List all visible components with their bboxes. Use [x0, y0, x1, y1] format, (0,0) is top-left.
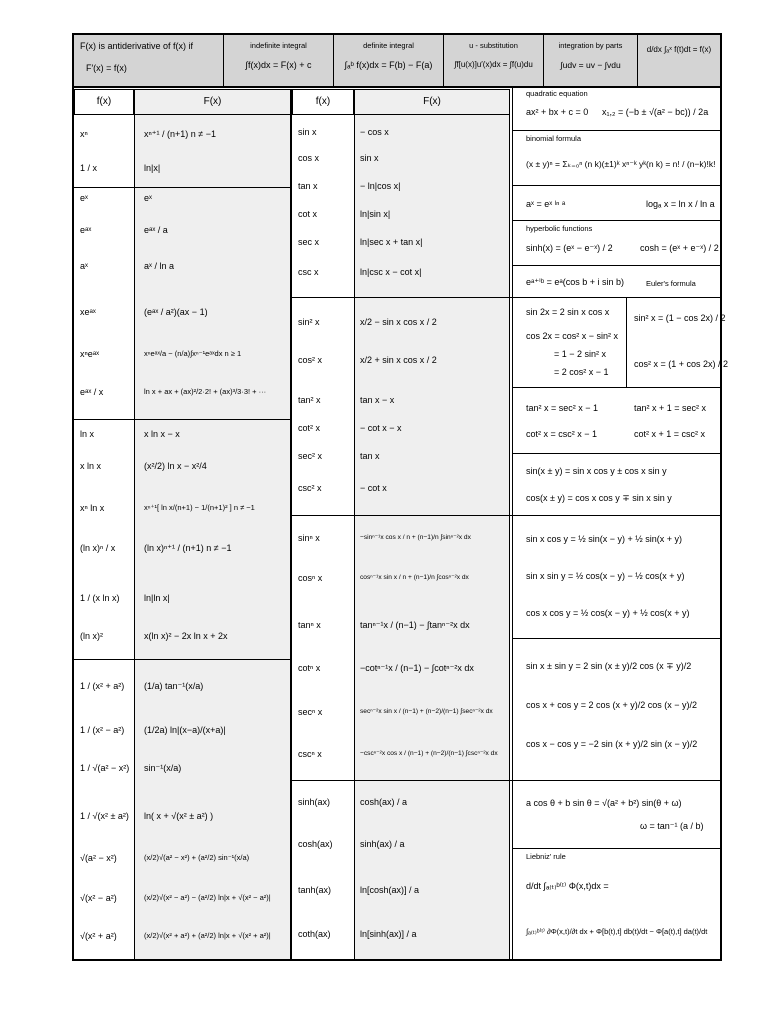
left-row-F: xⁿ⁺¹ / (n+1) n ≠ −1	[144, 129, 216, 139]
sum-formula-cos: cos(x ± y) = cos x cos y ∓ sin x sin y	[526, 493, 672, 503]
left-row-F: (x/2)√(a² − x²) + (a²/2) sin⁻¹(x/a)	[144, 853, 250, 862]
harmonic-phase: ω = tan⁻¹ (a / b)	[640, 821, 704, 831]
euler-label: Euler's formula	[646, 279, 696, 288]
left-row-f: xⁿ ln x	[80, 503, 105, 513]
middle-row-F: sinh(ax) / a	[360, 839, 405, 849]
separator	[512, 185, 720, 186]
middle-row-f: cscⁿ x	[298, 749, 322, 759]
header-antiderivative-line1: F(x) is antiderivative of f(x) if	[80, 41, 194, 51]
left-row-f: eˣ	[80, 193, 88, 203]
middle-row-f: cos x	[298, 153, 320, 163]
left-row-f: 1 / √(a² − x²)	[80, 763, 130, 773]
col-head-f2: f(x)	[292, 89, 354, 115]
left-row-f: (ln x)²	[80, 631, 103, 641]
leibniz-label: Liebniz' rule	[526, 852, 566, 861]
middle-row-F: − cot x	[360, 483, 387, 493]
middle-row-f: coth(ax)	[298, 929, 331, 939]
header-by-parts	[544, 35, 638, 86]
divider	[626, 297, 627, 387]
pythagorean-tan-1: tan² x = sec² x − 1	[526, 403, 599, 413]
col-head-f1: f(x)	[74, 89, 134, 115]
divider	[512, 86, 513, 959]
header-ftc-formula: d/dx ∫ₐˣ f(t)dt = f(x)	[646, 45, 712, 54]
quadratic-equation: ax² + bx + c = 0	[526, 107, 589, 117]
separator	[74, 659, 292, 660]
left-row-F: x(ln x)² − 2x ln x + 2x	[144, 631, 228, 641]
separator	[74, 419, 292, 420]
left-row-f: √(x² + a²)	[80, 931, 117, 941]
harmonic-addition: a cos θ + b sin θ = √(a² + b²) sin(θ + ω)	[526, 798, 682, 808]
binomial-formula: (x ± y)ⁿ = Σₖ₌₀ⁿ (n k)(±1)ᵏ xⁿ⁻ᵏ yᵏ	[526, 159, 647, 169]
left-row-F: aˣ / ln a	[144, 261, 174, 271]
sum-to-product-sin: sin x ± sin y = 2 sin (x ± y)/2 cos (x ∓ y)/2	[526, 661, 692, 671]
left-row-F: (x²/2) ln x − x²/4	[144, 461, 207, 471]
middle-row-f: tanⁿ x	[298, 620, 321, 630]
pythagorean-cot-2: cot² x + 1 = csc² x	[634, 429, 706, 439]
middle-row-F: ln|csc x − cot x|	[360, 267, 422, 277]
middle-row-F: −cscⁿ⁻²x cos x / (n−1) + (n−2)/(n−1) ∫cscⁿ⁻²x dx	[360, 750, 498, 757]
left-row-f: 1 / (x² + a²)	[80, 681, 125, 691]
header-definite	[334, 35, 444, 86]
separator	[512, 265, 720, 266]
separator	[512, 453, 720, 454]
separator	[74, 187, 292, 188]
middle-row-f: cosh(ax)	[298, 839, 333, 849]
double-angle-cos-alt1: = 1 − 2 sin² x	[554, 349, 607, 359]
left-row-F: xⁿeᵃˣ/a − (n/a)∫xⁿ⁻¹eᵃˣdx n ≥ 1	[144, 349, 242, 358]
left-row-f: 1 / (x² − a²)	[80, 725, 125, 735]
half-angle-cos: cos² x = (1 + cos 2x) / 2	[634, 359, 729, 369]
double-angle-sin: sin 2x = 2 sin x cos x	[526, 307, 610, 317]
separator	[512, 638, 720, 639]
middle-row-f: secⁿ x	[298, 707, 323, 717]
left-row-f: 1 / √(x² ± a²)	[80, 811, 129, 821]
middle-row-f: cotⁿ x	[298, 663, 321, 673]
col-head-F2: F(x)	[354, 89, 510, 115]
sum-to-product-cos-plus: cos x + cos y = 2 cos (x + y)/2 cos (x − y)/2	[526, 700, 698, 710]
header-definite-formula: ∫ₐᵇ f(x)dx = F(b) − F(a)	[344, 60, 433, 70]
left-row-F: (x/2)√(x² − a²) − (a²/2) ln|x + √(x² − a²)|	[144, 893, 271, 902]
middle-row-F: tan x	[360, 451, 380, 461]
middle-row-f: cosⁿ x	[298, 573, 323, 583]
middle-row-F: −sinⁿ⁻¹x cos x / n + (n−1)/n ∫sinⁿ⁻²x dx	[360, 534, 471, 541]
left-row-F: sin⁻¹(x/a)	[144, 763, 182, 773]
header-indefinite-title: indefinite integral	[250, 41, 307, 50]
middle-row-F: − cos x	[360, 127, 389, 137]
left-row-f: √(a² − x²)	[80, 853, 117, 863]
left-row-F: xⁿ⁺¹[ ln x/(n+1) − 1/(n+1)² ] n ≠ −1	[144, 503, 255, 512]
separator	[512, 515, 720, 516]
separator	[292, 780, 512, 781]
header-substitution-formula: ∫f[u(x)]u′(x)dx = ∫f(u)du	[454, 60, 533, 69]
middle-row-f: cot² x	[298, 423, 321, 433]
header-ftc	[638, 35, 720, 86]
middle-row-f: cos² x	[298, 355, 323, 365]
middle-row-f: sin² x	[298, 317, 320, 327]
header-substitution-title: u - substitution	[469, 41, 518, 50]
quadratic-solution: x₁,₂ = (−b ± √(a² − bc)) / 2a	[602, 107, 709, 117]
middle-row-f: sinh(ax)	[298, 797, 331, 807]
separator	[292, 297, 512, 298]
left-row-f: x ln x	[80, 461, 102, 471]
middle-row-f: tan x	[298, 181, 318, 191]
hyperbolic-label: hyperbolic functions	[526, 224, 593, 233]
header-substitution	[444, 35, 544, 86]
sum-formula-sin: sin(x ± y) = sin x cos y ± cos x sin y	[526, 466, 667, 476]
product-sin-cos: sin x cos y = ½ sin(x − y) + ½ sin(x + y)	[526, 534, 683, 544]
col-head-F1: F(x)	[134, 89, 291, 115]
middle-row-f: cot x	[298, 209, 318, 219]
middle-row-F: − ln|cos x|	[360, 181, 401, 191]
left-row-F: (x/2)√(x² + a²) + (a²/2) ln|x + √(x² + a²)|	[144, 931, 271, 940]
formula-sheet	[72, 33, 729, 961]
double-angle-cos-alt2: = 2 cos² x − 1	[554, 367, 609, 377]
left-row-f: aˣ	[80, 261, 88, 271]
log-change-of-base: logₐ x = ln x / ln a	[646, 199, 715, 209]
half-angle-sin: sin² x = (1 − cos 2x) / 2	[634, 313, 726, 323]
binomial-coefficient: (n k) = n! / (n−k)!k!	[646, 159, 716, 169]
left-row-F: eᵃˣ / a	[144, 225, 168, 235]
left-row-f: 1 / x	[80, 163, 98, 173]
separator	[512, 780, 720, 781]
separator	[512, 387, 720, 388]
header-antiderivative	[74, 35, 224, 86]
middle-row-f: tan² x	[298, 395, 321, 405]
sinh-definition: sinh(x) = (eˣ − e⁻ˣ) / 2	[526, 243, 613, 253]
left-row-f: xⁿeᵃˣ	[80, 349, 100, 359]
pythagorean-tan-2: tan² x + 1 = sec² x	[634, 403, 707, 413]
middle-row-F: −cotⁿ⁻¹x / (n−1) − ∫cotⁿ⁻²x dx	[360, 663, 474, 673]
double-angle-cos: cos 2x = cos² x − sin² x	[526, 331, 619, 341]
middle-row-F: x/2 + sin x cos x / 2	[360, 355, 437, 365]
middle-row-F: cosⁿ⁻¹x sin x / n + (n−1)/n ∫cosⁿ⁻²x dx	[360, 574, 469, 581]
product-sin-sin: sin x sin y = ½ cos(x − y) − ½ cos(x + y)	[526, 571, 685, 581]
middle-row-F: x/2 − sin x cos x / 2	[360, 317, 437, 327]
middle-row-F: tan x − x	[360, 395, 395, 405]
left-row-F: (eᵃˣ / a²)(ax − 1)	[144, 307, 208, 317]
left-row-f: xeᵃˣ	[80, 307, 96, 317]
middle-row-F: ln[sinh(ax)] / a	[360, 929, 417, 939]
header-by-parts-title: integration by parts	[558, 41, 623, 50]
left-row-F: ln|ln x|	[144, 593, 170, 603]
sum-to-product-cos-minus: cos x − cos y = −2 sin (x + y)/2 sin (x − y)/2	[526, 739, 698, 749]
middle-row-F: ln|sin x|	[360, 209, 391, 219]
left-row-f: √(x² − a²)	[80, 893, 117, 903]
separator	[512, 130, 720, 131]
left-row-F: eˣ	[144, 193, 152, 203]
middle-row-F: tanⁿ⁻¹x / (n−1) − ∫tanⁿ⁻²x dx	[360, 620, 470, 630]
middle-row-f: csc² x	[298, 483, 322, 493]
separator	[292, 515, 512, 516]
leibniz-rule-rhs: ∫ₐ₍ₜ₎ᵇ⁽ᵗ⁾ ∂Φ(x,t)/∂t dx + Φ[b(t),t] db(t)/dt − Φ[a(t),t] da(t)/dt	[526, 927, 708, 936]
header-by-parts-formula: ∫udv = uv − ∫vdu	[560, 60, 621, 70]
middle-row-f: sin x	[298, 127, 317, 137]
middle-row-F: ln[cosh(ax)] / a	[360, 885, 420, 895]
middle-row-f: sinⁿ x	[298, 533, 320, 543]
middle-row-F: ln|sec x + tan x|	[360, 237, 423, 247]
left-row-F: (ln x)ⁿ⁺¹ / (n+1) n ≠ −1	[144, 543, 232, 553]
middle-row-F: sin x	[360, 153, 379, 163]
divider	[291, 89, 292, 959]
exponential-identity: aˣ = eˣ ˡⁿ ᵃ	[526, 199, 566, 209]
header-bar	[74, 35, 720, 88]
leibniz-rule-lhs: d/dt ∫ₐ₍ₜ₎ᵇ⁽ᵗ⁾ Φ(x,t)dx =	[526, 881, 609, 891]
left-row-F: (1/a) tan⁻¹(x/a)	[144, 681, 204, 691]
left-row-F: ln( x + √(x² ± a²) )	[144, 811, 214, 821]
separator	[512, 297, 720, 298]
middle-row-f: tanh(ax)	[298, 885, 332, 895]
separator	[512, 220, 720, 221]
header-indefinite-formula: ∫f(x)dx = F(x) + c	[245, 60, 312, 70]
header-definite-title: definite integral	[363, 41, 414, 50]
product-cos-cos: cos x cos y = ½ cos(x − y) + ½ cos(x + y)	[526, 608, 690, 618]
separator	[512, 848, 720, 849]
left-row-f: eᵃˣ	[80, 225, 92, 235]
cosh-definition: cosh = (eˣ + e⁻ˣ) / 2	[640, 243, 719, 253]
binomial-label: binomial formula	[526, 134, 582, 143]
header-antiderivative-line2: F′(x) = f(x)	[86, 63, 127, 73]
left-row-f: 1 / (x ln x)	[80, 593, 120, 603]
middle-row-f: sec² x	[298, 451, 323, 461]
header-indefinite	[224, 35, 334, 86]
pythagorean-cot-1: cot² x = csc² x − 1	[526, 429, 598, 439]
F1-column	[134, 115, 291, 959]
euler-formula: eᵃ⁺ⁱᵇ = eᵃ(cos b + i sin b)	[526, 277, 624, 287]
middle-row-F: secⁿ⁻²x sin x / (n−1) + (n−2)/(n−1) ∫secⁿ⁻²x dx	[360, 708, 493, 715]
quadratic-label: quadratic equation	[526, 89, 588, 98]
left-row-F: x ln x − x	[144, 429, 180, 439]
middle-row-F: cosh(ax) / a	[360, 797, 408, 807]
left-row-f: xⁿ	[80, 129, 88, 139]
left-row-F: ln|x|	[144, 163, 161, 173]
left-row-F: ln x + ax + (ax)²/2·2! + (ax)³/3·3! + ···	[144, 387, 267, 396]
middle-row-f: csc x	[298, 267, 319, 277]
left-row-f: ln x	[80, 429, 95, 439]
middle-row-F: − cot x − x	[360, 423, 402, 433]
middle-row-f: sec x	[298, 237, 320, 247]
left-row-f: eᵃˣ / x	[80, 387, 104, 397]
left-row-f: (ln x)ⁿ / x	[80, 543, 116, 553]
left-row-F: (1/2a) ln|(x−a)/(x+a)|	[144, 725, 226, 735]
